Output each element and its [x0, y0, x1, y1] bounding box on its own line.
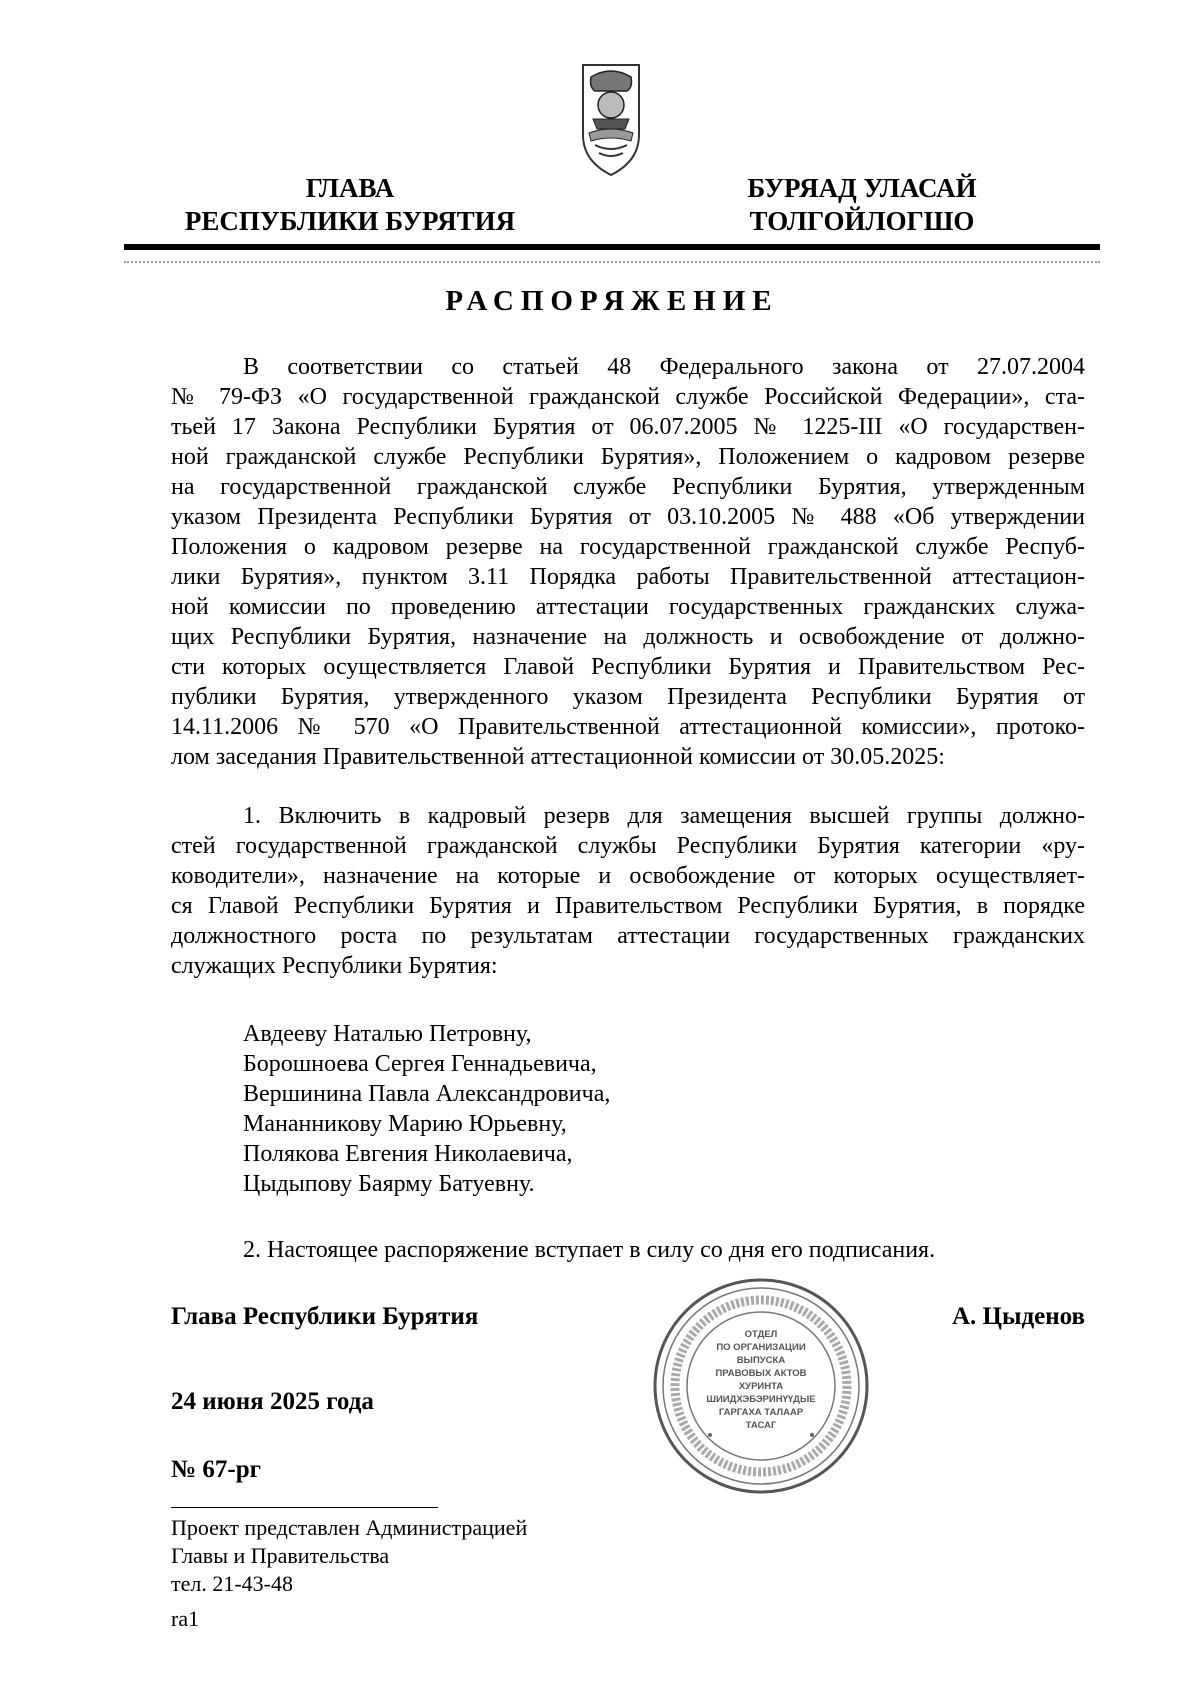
stamp-text: ОТДЕЛ [744, 1329, 778, 1340]
header-right [712, 172, 1012, 238]
item-1-line: служащих Республики Бурятия: [171, 953, 498, 979]
signatory-position: Глава Республики Бурятия [171, 1303, 479, 1330]
item-1-line: 1. Включить в кадровый резерв для замещения высшей группы должно- [243, 803, 1085, 829]
preamble-line: В соответствии со статьей 48 Федерального закона от 27.07.2004 [243, 354, 1085, 380]
document-code: ra1 [171, 1606, 200, 1631]
footnote-divider [171, 1507, 438, 1508]
preamble-line: на государственной гражданской службе Республики Бурятия, утвержденным [171, 474, 1085, 500]
footnote [171, 1514, 527, 1598]
footnote-line: Главы и Правительства [171, 1543, 390, 1568]
stamp-text: ПО ОРГАНИЗАЦИИ [716, 1342, 806, 1353]
signatory-name: А. Цыденов [951, 1303, 1085, 1330]
preamble-line: ной комиссии по проведению аттестации государственных гражданских служа- [171, 594, 1085, 620]
header-divider-thick [124, 244, 1100, 250]
document-date: 24 июня 2025 года [171, 1388, 374, 1415]
preamble-line: ной гражданской службе Республики Бурятия», Положением о кадровом резерве [171, 444, 1085, 470]
name-list-item: Борошноева Сергея Геннадьевича, [243, 1051, 597, 1077]
stamp-text: ХУРИНТА [738, 1381, 784, 1392]
header-left [160, 172, 540, 238]
preamble-line: лики Бурятия», пунктом 3.11 Порядка работы Правительственной аттестацион- [171, 564, 1085, 590]
item-1-line: ся Главой Республики Бурятия и Правительством Республики Бурятия, в порядке [171, 893, 1085, 919]
footnote-line: тел. 21-43-48 [171, 1571, 294, 1596]
coat-of-arms-emblem [577, 57, 645, 181]
preamble-line: указом Президента Республики Бурятия от 03.10.2005 № 488 «Об утверждении [171, 504, 1085, 530]
preamble-line: № 79-ФЗ «О государственной гражданской службе Российской Федерации», ста- [171, 384, 1085, 410]
reserve-names-list [243, 1019, 610, 1199]
document-title: РАСПОРЯЖЕНИЕ [445, 285, 779, 317]
name-list-item: Мананникову Марию Юрьевну, [243, 1111, 567, 1137]
header-divider-dotted [124, 261, 1100, 263]
footnote-line: Проект представлен Администрацией [171, 1515, 528, 1540]
preamble-line: публики Бурятия, утвержденного указом Президента Республики Бурятия от [171, 684, 1085, 710]
header-left-line2: РЕСПУБЛИКИ БУРЯТИЯ [184, 206, 516, 236]
preamble-paragraph [171, 352, 1085, 772]
header-right-line1: БУРЯАД УЛАСАЙ [747, 173, 977, 203]
preamble-line: сти которых осуществляется Главой Республики Бурятия и Правительством Рес- [171, 654, 1085, 680]
preamble-line: Положения о кадровом резерве на государственной гражданской службе Респуб- [171, 534, 1085, 560]
stamp-text: ПРАВОВЫХ АКТОВ [715, 1368, 807, 1379]
name-list-item: Авдееву Наталью Петровну, [243, 1021, 532, 1047]
item-1-line: стей государственной гражданской службы Республики Бурятия категории «ру- [171, 833, 1085, 859]
name-list-item: Цыдыпову Баярму Батуевну. [243, 1171, 535, 1197]
name-list-item: Полякова Евгения Николаевича, [243, 1141, 573, 1167]
official-stamp-seal [650, 1275, 872, 1497]
item-1-paragraph [171, 801, 1085, 981]
stamp-text: ГАРГАХА ТАЛААР [718, 1407, 804, 1418]
header-right-line2: ТОЛГОЙЛОГШО [749, 206, 975, 236]
stamp-text: ВЫПУСКА [736, 1355, 786, 1366]
preamble-line: щих Республики Бурятия, назначение на должность и освобождение от должно- [171, 624, 1085, 650]
preamble-line: тьей 17 Закона Республики Бурятия от 06.07.2005 № 1225-III «О государствен- [171, 414, 1085, 440]
stamp-text: ТАСАГ [745, 1420, 777, 1431]
preamble-line: 14.11.2006 № 570 «О Правительственной аттестационной комиссии», протоко- [171, 714, 1085, 740]
header-left-line1: ГЛАВА [305, 173, 395, 203]
item-1-line: должностного роста по результатам аттестации государственных гражданских [171, 923, 1085, 949]
stamp-text: ШИИДХЭБЭРИНҮҮДЫЕ [706, 1394, 816, 1405]
name-list-item: Вершинина Павла Александровича, [243, 1081, 611, 1107]
document-number: № 67-рг [171, 1456, 261, 1483]
item-2-paragraph: 2. Настоящее распоряжение вступает в силу со дня его подписания. [243, 1237, 936, 1263]
item-1-line: ководители», назначение на которые и освобождение от которых осуществляет- [171, 863, 1085, 889]
preamble-line: лом заседания Правительственной аттестационной комиссии от 30.05.2025: [171, 744, 945, 770]
